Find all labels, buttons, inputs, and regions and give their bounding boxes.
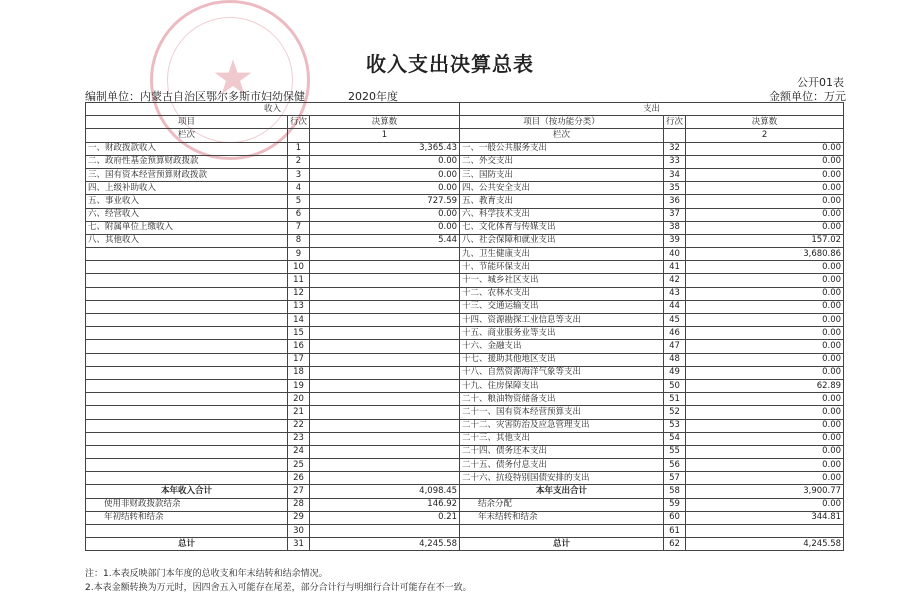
fiscal-year: 2020年度	[348, 90, 398, 103]
expense-amount-cell: 0.00	[686, 340, 844, 353]
income-item-cell	[86, 525, 288, 538]
table-row	[86, 419, 844, 432]
table-row	[86, 274, 844, 287]
income-row-no-cell: 18	[288, 366, 310, 379]
expense-amount-cell: 0.00	[686, 432, 844, 445]
income-row-no-cell: 1	[288, 142, 310, 155]
income-row-no-cell: 17	[288, 353, 310, 366]
expense-row-no-cell: 40	[664, 248, 686, 261]
section-header-row	[86, 103, 844, 116]
organization-label: 编制单位：内蒙古自治区鄂尔多斯市妇幼保健	[85, 90, 305, 103]
income-amount-cell	[310, 261, 460, 274]
amount-unit: 金额单位：万元	[769, 90, 846, 103]
expense-row-no-cell: 38	[664, 221, 686, 234]
expense-amount-cell: 157.02	[686, 234, 844, 247]
income-item-cell	[86, 472, 288, 485]
expense-item-cell: 十三、交通运输支出	[460, 300, 664, 313]
expense-row-no-cell: 52	[664, 406, 686, 419]
expense-row-no-cell: 49	[664, 366, 686, 379]
income-item-cell: 使用非财政拨款结余	[86, 498, 288, 511]
summary-rows	[86, 485, 844, 551]
expense-row-no-cell: 58	[664, 485, 686, 498]
income-col-blank	[288, 129, 310, 142]
expense-item-cell: 二十一、国有资本经营预算支出	[460, 406, 664, 419]
income-expense-table	[85, 102, 844, 551]
income-row-no-cell: 9	[288, 248, 310, 261]
income-row-no-cell: 22	[288, 419, 310, 432]
expense-item-cell: 二十三、其他支出	[460, 432, 664, 445]
income-section-header: 收入	[86, 103, 460, 116]
income-amount-cell: 0.00	[310, 168, 460, 181]
table-row	[86, 234, 844, 247]
star-icon: ★	[211, 50, 255, 106]
income-item-header: 项目	[86, 116, 288, 129]
expense-item-cell: 七、文化体育与传媒支出	[460, 221, 664, 234]
income-row-no-cell: 28	[288, 498, 310, 511]
income-item-cell	[86, 340, 288, 353]
income-item-cell	[86, 327, 288, 340]
table-row	[86, 142, 844, 155]
expense-row-no-cell: 47	[664, 340, 686, 353]
income-row-no-cell: 30	[288, 525, 310, 538]
expense-amount-cell: 0.00	[686, 366, 844, 379]
expense-row-no-cell: 56	[664, 459, 686, 472]
table-row	[86, 353, 844, 366]
income-row-no-cell: 11	[288, 274, 310, 287]
income-item-cell	[86, 314, 288, 327]
income-item-cell	[86, 379, 288, 392]
expense-item-cell: 十九、住房保障支出	[460, 379, 664, 392]
income-item-cell: 三、国有资本经营预算财政拨款	[86, 168, 288, 181]
table-row	[86, 432, 844, 445]
expense-row-no-cell: 41	[664, 261, 686, 274]
income-row-no-cell: 12	[288, 287, 310, 300]
income-amount-cell	[310, 472, 460, 485]
table-row	[86, 379, 844, 392]
expense-section-header: 支出	[460, 103, 844, 116]
expense-item-cell: 九、卫生健康支出	[460, 248, 664, 261]
income-row-no-header: 行次	[288, 116, 310, 129]
income-row-no-cell: 5	[288, 195, 310, 208]
table-row	[86, 300, 844, 313]
income-amount-cell	[310, 314, 460, 327]
expense-amount-cell: 0.00	[686, 155, 844, 168]
expense-item-cell: 十四、资源勘探工业信息等支出	[460, 314, 664, 327]
income-amount-cell	[310, 419, 460, 432]
expense-item-cell: 年末结转和结余	[460, 511, 664, 524]
expense-item-cell: 二十五、债务付息支出	[460, 459, 664, 472]
expense-item-cell: 本年支出合计	[460, 485, 664, 498]
expense-amount-cell: 344.81	[686, 511, 844, 524]
income-col-label: 栏次	[86, 129, 288, 142]
column-header-row	[86, 116, 844, 129]
income-row-no-cell: 25	[288, 459, 310, 472]
expense-row-no-cell: 37	[664, 208, 686, 221]
expense-amount-cell: 0.00	[686, 287, 844, 300]
income-amount-header: 决算数	[310, 116, 460, 129]
income-amount-cell	[310, 287, 460, 300]
expense-amount-cell: 0.00	[686, 353, 844, 366]
page-title: 收入支出决算总表	[366, 52, 534, 76]
expense-amount-cell: 0.00	[686, 195, 844, 208]
income-amount-cell: 0.21	[310, 511, 460, 524]
expense-item-cell: 二、外交支出	[460, 155, 664, 168]
income-row-no-cell: 21	[288, 406, 310, 419]
expense-item-cell: 二十二、灾害防治及应急管理支出	[460, 419, 664, 432]
expense-item-cell: 二十六、抗疫特别国债安排的支出	[460, 472, 664, 485]
income-item-cell: 年初结转和结余	[86, 511, 288, 524]
income-item-cell	[86, 366, 288, 379]
expense-amount-cell: 0.00	[686, 300, 844, 313]
income-item-cell	[86, 248, 288, 261]
expense-row-no-cell: 39	[664, 234, 686, 247]
expense-row-no-cell: 43	[664, 287, 686, 300]
expense-amount-cell: 0.00	[686, 419, 844, 432]
income-amount-cell: 4,245.58	[310, 538, 460, 551]
income-amount-cell: 0.00	[310, 208, 460, 221]
expense-item-header: 项目（按功能分类）	[460, 116, 664, 129]
table-row	[86, 485, 844, 498]
income-row-no-cell: 10	[288, 261, 310, 274]
income-item-cell	[86, 261, 288, 274]
expense-col-label: 栏次	[460, 129, 664, 142]
expense-row-no-cell: 54	[664, 432, 686, 445]
table-row	[86, 327, 844, 340]
income-item-cell	[86, 459, 288, 472]
income-amount-cell: 0.00	[310, 155, 460, 168]
income-row-no-cell: 15	[288, 327, 310, 340]
expense-row-no-cell: 51	[664, 393, 686, 406]
expense-row-no-cell: 34	[664, 168, 686, 181]
table-row	[86, 406, 844, 419]
income-amount-cell: 3,365.43	[310, 142, 460, 155]
income-amount-cell: 0.00	[310, 182, 460, 195]
expense-amount-cell: 0.00	[686, 182, 844, 195]
expense-row-no-cell: 53	[664, 419, 686, 432]
expense-row-no-cell: 59	[664, 498, 686, 511]
table-row	[86, 393, 844, 406]
income-item-cell	[86, 393, 288, 406]
expense-col-number: 2	[686, 129, 844, 142]
expense-item-cell	[460, 525, 664, 538]
expense-amount-cell: 0.00	[686, 327, 844, 340]
table-row	[86, 525, 844, 538]
table-row	[86, 511, 844, 524]
table-row	[86, 459, 844, 472]
expense-row-no-cell: 57	[664, 472, 686, 485]
income-row-no-cell: 27	[288, 485, 310, 498]
table-row	[86, 248, 844, 261]
income-amount-cell	[310, 525, 460, 538]
expense-row-no-cell: 61	[664, 525, 686, 538]
table-row	[86, 445, 844, 458]
expense-item-cell: 十一、城乡社区支出	[460, 274, 664, 287]
income-item-cell	[86, 353, 288, 366]
income-amount-cell	[310, 393, 460, 406]
income-item-cell: 四、上级补助收入	[86, 182, 288, 195]
income-row-no-cell: 13	[288, 300, 310, 313]
table-row	[86, 195, 844, 208]
income-amount-cell	[310, 445, 460, 458]
table-row	[86, 168, 844, 181]
expense-amount-cell: 0.00	[686, 221, 844, 234]
income-row-no-cell: 26	[288, 472, 310, 485]
expense-row-no-cell: 55	[664, 445, 686, 458]
income-amount-cell	[310, 366, 460, 379]
income-amount-cell: 4,098.45	[310, 485, 460, 498]
income-row-no-cell: 14	[288, 314, 310, 327]
income-row-no-cell: 6	[288, 208, 310, 221]
income-item-cell	[86, 419, 288, 432]
expense-row-no-cell: 36	[664, 195, 686, 208]
expense-row-no-cell: 48	[664, 353, 686, 366]
income-row-no-cell: 8	[288, 234, 310, 247]
form-code: 公开01表	[797, 76, 844, 89]
income-amount-cell	[310, 300, 460, 313]
expense-row-no-cell: 42	[664, 274, 686, 287]
income-row-no-cell: 19	[288, 379, 310, 392]
expense-row-no-cell: 44	[664, 300, 686, 313]
table-row	[86, 340, 844, 353]
expense-amount-cell: 62.89	[686, 379, 844, 392]
income-item-cell	[86, 406, 288, 419]
expense-row-no-cell: 62	[664, 538, 686, 551]
expense-item-cell: 五、教育支出	[460, 195, 664, 208]
expense-item-cell: 一、一般公共服务支出	[460, 142, 664, 155]
table-row	[86, 366, 844, 379]
expense-amount-header: 决算数	[686, 116, 844, 129]
income-item-cell: 八、其他收入	[86, 234, 288, 247]
expense-item-cell: 十、节能环保支出	[460, 261, 664, 274]
income-amount-cell: 727.59	[310, 195, 460, 208]
expense-amount-cell: 0.00	[686, 459, 844, 472]
expense-amount-cell: 0.00	[686, 406, 844, 419]
expense-row-no-cell: 50	[664, 379, 686, 392]
footnote-1: 注：1.本表反映部门本年度的总收支和年末结转和结余情况。	[85, 569, 328, 579]
expense-amount-cell: 0.00	[686, 208, 844, 221]
income-col-number: 1	[310, 129, 460, 142]
expense-item-cell: 十八、自然资源海洋气象等支出	[460, 366, 664, 379]
expense-item-cell: 总计	[460, 538, 664, 551]
income-item-cell	[86, 445, 288, 458]
income-item-cell: 六、经营收入	[86, 208, 288, 221]
expense-amount-cell: 0.00	[686, 393, 844, 406]
income-item-cell	[86, 274, 288, 287]
income-item-cell: 总计	[86, 538, 288, 551]
income-row-no-cell: 23	[288, 432, 310, 445]
expense-item-cell: 二十、粮油物资储备支出	[460, 393, 664, 406]
income-item-cell: 本年收入合计	[86, 485, 288, 498]
expense-amount-cell: 0.00	[686, 314, 844, 327]
income-row-no-cell: 4	[288, 182, 310, 195]
expense-amount-cell	[686, 525, 844, 538]
income-amount-cell	[310, 248, 460, 261]
income-row-no-cell: 31	[288, 538, 310, 551]
income-row-no-cell: 24	[288, 445, 310, 458]
expense-amount-cell: 0.00	[686, 498, 844, 511]
footnote-2: 2.本表金额转换为万元时，因四舍五入可能存在尾差，部分合计行与明细行合计可能存在不一致。	[85, 583, 472, 593]
table-row	[86, 208, 844, 221]
expense-row-no-cell: 33	[664, 155, 686, 168]
expense-item-cell: 三、国防支出	[460, 168, 664, 181]
table-row	[86, 261, 844, 274]
table-row	[86, 155, 844, 168]
detail-rows	[86, 142, 844, 485]
expense-item-cell: 结余分配	[460, 498, 664, 511]
income-amount-cell	[310, 274, 460, 287]
expense-amount-cell: 4,245.58	[686, 538, 844, 551]
income-item-cell: 二、政府性基金预算财政拨款	[86, 155, 288, 168]
column-index-row	[86, 129, 844, 142]
expense-amount-cell: 0.00	[686, 445, 844, 458]
expense-amount-cell: 0.00	[686, 142, 844, 155]
income-amount-cell	[310, 340, 460, 353]
expense-item-cell: 十五、商业服务业等支出	[460, 327, 664, 340]
income-row-no-cell: 3	[288, 168, 310, 181]
table-row	[86, 182, 844, 195]
expense-item-cell: 十七、援助其他地区支出	[460, 353, 664, 366]
income-row-no-cell: 20	[288, 393, 310, 406]
income-item-cell	[86, 432, 288, 445]
income-amount-cell: 146.92	[310, 498, 460, 511]
income-amount-cell	[310, 327, 460, 340]
income-amount-cell	[310, 432, 460, 445]
expense-item-cell: 十六、金融支出	[460, 340, 664, 353]
expense-col-blank	[664, 129, 686, 142]
income-amount-cell	[310, 459, 460, 472]
income-amount-cell: 5.44	[310, 234, 460, 247]
table-row	[86, 314, 844, 327]
expense-amount-cell: 0.00	[686, 261, 844, 274]
expense-amount-cell: 3,680.86	[686, 248, 844, 261]
income-row-no-cell: 16	[288, 340, 310, 353]
expense-row-no-cell: 60	[664, 511, 686, 524]
income-item-cell: 一、财政拨款收入	[86, 142, 288, 155]
income-row-no-cell: 2	[288, 155, 310, 168]
expense-amount-cell: 3,900.77	[686, 485, 844, 498]
income-amount-cell: 0.00	[310, 221, 460, 234]
income-item-cell: 七、附属单位上缴收入	[86, 221, 288, 234]
expense-item-cell: 八、社会保障和就业支出	[460, 234, 664, 247]
income-amount-cell	[310, 406, 460, 419]
income-row-no-cell: 29	[288, 511, 310, 524]
income-amount-cell	[310, 379, 460, 392]
income-amount-cell	[310, 353, 460, 366]
table-row	[86, 287, 844, 300]
table-row	[86, 538, 844, 551]
expense-row-no-header: 行次	[664, 116, 686, 129]
expense-item-cell: 六、科学技术支出	[460, 208, 664, 221]
table-row	[86, 472, 844, 485]
expense-item-cell: 二十四、债务还本支出	[460, 445, 664, 458]
expense-amount-cell: 0.00	[686, 472, 844, 485]
table-row	[86, 498, 844, 511]
table-row	[86, 221, 844, 234]
income-item-cell	[86, 300, 288, 313]
expense-row-no-cell: 35	[664, 182, 686, 195]
income-row-no-cell: 7	[288, 221, 310, 234]
expense-row-no-cell: 46	[664, 327, 686, 340]
expense-item-cell: 四、公共安全支出	[460, 182, 664, 195]
expense-item-cell: 十二、农林水支出	[460, 287, 664, 300]
income-item-cell: 五、事业收入	[86, 195, 288, 208]
expense-amount-cell: 0.00	[686, 168, 844, 181]
income-item-cell	[86, 287, 288, 300]
expense-amount-cell: 0.00	[686, 274, 844, 287]
expense-row-no-cell: 45	[664, 314, 686, 327]
expense-row-no-cell: 32	[664, 142, 686, 155]
